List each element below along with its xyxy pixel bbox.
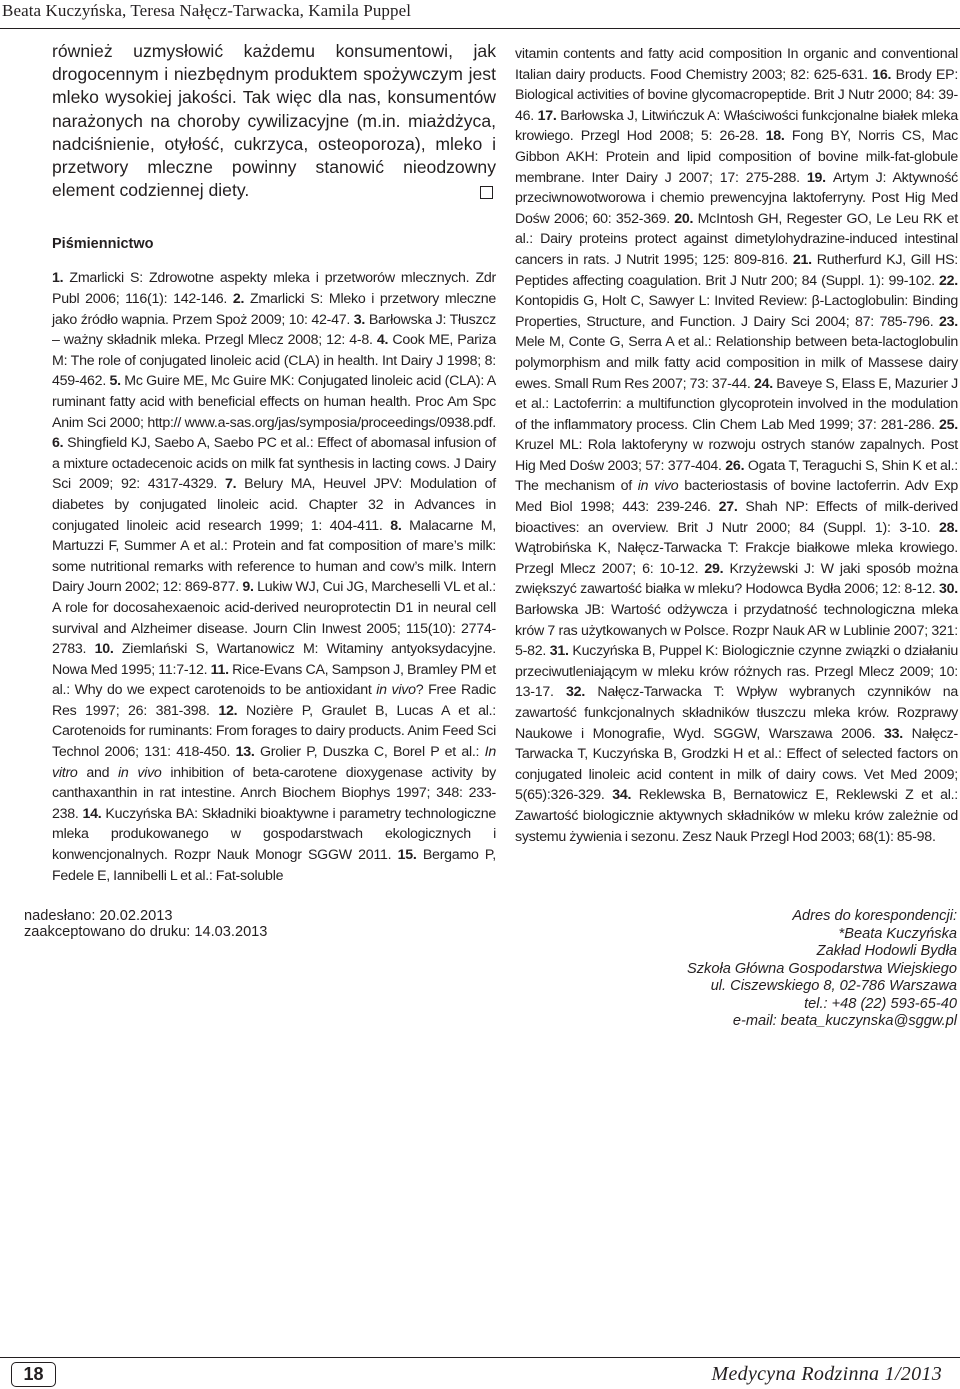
reference-item: 20. McIntosh GH, Regester GO, Le Leu RK et al.: Dairy proteins protect against dimetylohydrazine-induced intestinal cancers in rats. J Nutrit 1995; 125: 809-816. [515,210,958,268]
reference-number: 33. [884,725,912,742]
reference-item: 11. Rice-Evans CA, Sampson J, Bramley PM et al.: Why do we expect carotenoids to be antioxidant in vivo? Free Radic Res 1997; 26: 381-398. [52,661,496,719]
reference-item: 34. Reklewska B, Bernatowicz E, Reklewski Z et al.: Zawartość biologicznie aktywnych składników w mleku krów zależnie od systemu żywienia i sezonu. Zesz Nauk Przegl Hod 2003; 68(1): 85-98. [515,787,958,845]
reference-number: 20. [674,210,698,227]
reference-number: 17. [537,107,561,124]
reference-item: 7. Belury MA, Heuvel JPV: Modulation of diabetes by conjugated linoleic acid. Chapter 32 in Advances in conjugated linoleic acid research 1999; 1: 404-411. [52,476,496,534]
reference-number: 14. [82,805,106,822]
accepted-date: zaakceptowano do druku: 14.03.2013 [24,924,268,940]
reference-item: 4. Cook ME, Pariza M: The role of conjugated linoleic acid (CLA) in health. Int Dairy J 1998; 8: 459-462. [52,332,496,390]
reference-item: 15. Bergamo P, Fedele E, Iannibelli L et al.: Fat-soluble [52,847,496,884]
reference-number: 4. [376,332,393,349]
correspondence-email: e-mail: beata_kuczynska@sggw.pl [732,1013,957,1029]
reference-number: 31. [549,643,573,660]
reference-number: 28. [939,519,958,536]
end-of-article-mark [480,186,493,199]
reference-item: 3. Barłowska J: Tłuszcz – ważny składnik mleka. Przegl Mlecz 2008; 12: 4-8. [52,311,496,349]
reference-item: 28. Wątrobińska K, Nałęcz-Tarwacka T: Frakcje białkowe mleka krowiego. Przegl Mlecz 2007; 6: 10-12. [515,519,958,577]
correspondence-school: Szkoła Główna Gospodarstwa Wiejskiego [687,960,957,977]
references-list-left [52,268,496,886]
page-number: 18 [11,1362,56,1387]
correspondence-address [687,908,957,1031]
reference-number: 7. [224,476,245,493]
received-date: nadesłano: 20.02.2013 [24,908,173,924]
reference-number: 25. [939,416,958,433]
reference-item: 25. Kruzel ML: Rola laktoferyny w rozwoju ostrych stanów zapalnych. Post Hig Med Dośw 2003; 57: 377-404. [515,416,958,474]
reference-number: 29. [704,560,730,577]
reference-item: 10. Ziemlański S, Wartanowicz M: Witaminy antyoksydacyjne. Nowa Med 1995; 11:7-12. [52,641,496,678]
reference-number: 8. [390,517,410,534]
references-list-right [515,44,958,847]
reference-number: 11. [210,661,233,678]
reference-number: 27. [718,499,746,516]
reference-number: 10. [94,641,122,658]
reference-number: 22. [939,272,958,289]
reference-item: 21. Rutherfurd KJ, Gill HS: Peptides affecting coagulation. Brit J Nutr 200; 84 (Suppl. 1): 99-102. [515,251,958,289]
correspondence-dept: Zakład Hodowli Bydła [816,943,957,959]
reference-item: 14. Kuczyńska BA: Składniki bioaktywne i parametry technologiczne mleka produkowanego w gospodarstwach ekologicznych i konwencjonalnych. Rozpr Nauk Monogr SGGW 2011. [52,805,496,864]
reference-item: 26. Ogata T, Teraguchi S, Shin K et al.: The mechanism of in vivo bacteriostasis of bovine lactoferrin. Adv Exp Med Biol 1998; 443: 239-246. [515,457,958,516]
reference-number: 13. [235,744,260,761]
reference-number: 6. [52,435,68,452]
reference-item: 16. Brody EP: Biological activities of bovine glycomacropeptide. Brit J Nutr 2000; 84: 39-46. [515,66,959,124]
reference-item: 5. Mc Guire ME, Mc Guire MK: Conjugated linoleic acid (CLA): A ruminant fatty acid with beneficial effects on human health. Proc Am Spc Anim Sci 2000; http:// www.a-sas.org/jas/symposia/proceedings/0938.pdf. [52,373,496,431]
reference-number: 9. [242,579,258,596]
correspondence-street: ul. Ciszewskiego 8, 02-786 Warszawa [710,978,957,994]
correspondence-phone: tel.: +48 (22) 593-65-40 [804,995,957,1012]
journal-name: Medycyna Rodzinna 1/2013 [711,1363,942,1385]
reference-number: 19. [806,169,833,186]
reference-item: 8. Malacarne M, Martuzzi F, Summer A et al.: Protein and fat composition of mare’s milk: some nutritional remarks with reference to human and cow’s milk. Intern Dairy Journ 2002; 12: 869-877. [52,517,496,596]
reference-item: 17. Barłowska J, Litwińczuk A: Właściwości funkcjonalne białek mleka krowiego. Przegl Hod 2008; 5: 26-28. [515,107,958,145]
reference-number: 3. [353,311,369,328]
right-column [515,44,958,847]
reference-number: 32. [566,684,598,701]
header-authors: Beata Kuczyńska, Teresa Nałęcz-Tarwacka, Kamila Puppel [2,1,412,20]
reference-item: 2. Zmarlicki S: Mleko i przetwory mleczne jako źródło wapnia. Przem Spoż 2009; 10: 42-47. [52,291,496,328]
reference-number: 30. [939,581,958,598]
correspondence-name: *Beata Kuczyńska [838,925,957,942]
footer-rule [0,1357,960,1358]
reference-number: 5. [109,373,125,390]
reference-item: 22. Kontopidis G, Holt C, Sawyer L: Invited Review: β-Lactoglobulin: Binding Properties, Structure, and Function. J Dairy Sci 2004; 87: 785-796. [515,272,958,330]
reference-item: 13. Grolier P, Duszka C, Borel P et al.: In vitro and in vivo inhibition of beta-carotene dioxygenase activity by canthaxanthin in rat intestine. Anrch Biochem Biophys 1997; 348: 233-238. [52,744,497,822]
running-header [0,0,960,29]
reference-number: 21. [792,251,817,268]
reference-item: 31. Kuczyńska B, Puppel K: Biologicznie czynne związki o działaniu przeciwutleniającym w mleku krów różnych ras. Przegl Mlecz 2009; 10: 13-17. [515,643,958,701]
reference-number: 15. [397,847,423,864]
reference-number: 12. [218,702,246,719]
references-title: Piśmiennictwo [52,236,154,253]
reference-item: 30. Barłowska JB: Wartość odżywcza i przydatność technologiczna mleka krów 7 ras użytkowanych w Polsce. Rozpr Nauk AR w Lublinie 2007; 321: 5-82. [515,581,958,660]
reference-item: vitamin contents and fatty acid composition In organic and conventional Italian dairy products. Food Chemistry 2003; 82: 625-631. [515,46,958,83]
reference-number: 2. [232,291,250,308]
reference-number: 16. [872,66,896,83]
reference-item: 24. Baveye S, Elass E, Mazurier J et al.: Lactoferrin: a multifunction glycoprotein involved in the modulation of the inflammatory process. Clin Chem Lab Med 1999; 37: 281-286. [515,375,959,433]
reference-item: 23. Mele M, Conte G, Serra A et al.: Relationship between beta-lactoglobulin polymorphism and milk fatty acid composition in milk of Massese dairy ewes. Small Rum Res 2007; 73: 37-44. [515,313,958,392]
reference-item: 33. Nałęcz-Tarwacka T, Kuczyńska B, Grodzki H et al.: Effect of selected factors on conjugated linoleic acid content in milk of dairy cows. Vet Med 2009; 5(65):326-329. [515,725,958,804]
reference-item: 27. Shah NP: Effects of milk-derived bioactives: an overview. Brit J Nutr 2000; 84 (Suppl. 1): 3-10. [515,499,958,536]
reference-item: 12. Nozière P, Graulet B, Lucas A et al.: Carotenoids for ruminants: From forages to dairy products. Anim Feed Sci Technol 2006; 131: 418-450. [52,702,497,761]
reference-number: 34. [612,787,639,804]
intro-paragraph: również uzmysłowić każdemu konsumentowi, jak drogocennym i niezbędnym produktem spożywczym jest mleko wysokiej jakości. Tak więc dla nas, konsumentów narażonych na choroby cywilizacyjne (m.in. miażdżyca, nadciśnienie, otyłość, cukrzyca, osteoporoza), mleko i przetwory mleczne powinny stanowić nieodzowny element codziennej diety. [52,41,496,201]
reference-number: 23. [939,313,958,330]
reference-item: 9. Lukiw WJ, Cui JG, Marcheselli VL et al.: A role for docosahexaenoic acid-derived neuroprotectin D1 in neural cell survival and Alzheimer disease. Journ Clin Inwest 2005; 115(10): 2774-2783. [52,579,496,658]
article-dates [24,908,267,940]
reference-number: 24. [753,375,777,392]
reference-item: 29. Krzyżewski J: W jaki sposób można zwiększyć zawartość białka w mleku? Hodowca Bydła 2006; 12: 8-12. [515,560,958,598]
reference-number: 18. [765,128,792,145]
reference-item: 18. Fong BY, Norris CS, Mac Gibbon AKH: Protein and lipid composition of bovine milk-fat-globule membrane. Inter Dairy J 2007; 17: 275-288. [515,128,958,186]
reference-item: 1. Zmarlicki S: Zdrowotne aspekty mleka i przetworów mlecznych. Zdr Publ 2006; 116(1): 142-146. [52,270,496,308]
reference-number: 1. [52,270,70,287]
reference-number: 26. [725,457,748,474]
reference-item: 32. Nałęcz-Tarwacka T: Wpływ wybranych czynników na zawartość funkcjonalnych składników tłuszczu mleka krów. Rozprawy Naukowe i Monografie, Wyd. SGGW, Warszawa 2006. [515,684,958,742]
left-column [52,40,496,886]
reference-item: 19. Artym J: Aktywność przeciwnowotworowa i chemio prewencyjna laktoferryny. Post Hig Med Dośw 2006; 60: 352-369. [515,169,959,227]
reference-item: 6. Shingfield KJ, Saebo A, Saebo PC et al.: Effect of abomasal infusion of a mixture octadecenoic acids on milk fat synthesis in lacting cows. J Dairy Sci 2009; 92: 4317-4329. [52,435,496,493]
correspondence-label: Adres do korespondencji: [792,908,957,924]
